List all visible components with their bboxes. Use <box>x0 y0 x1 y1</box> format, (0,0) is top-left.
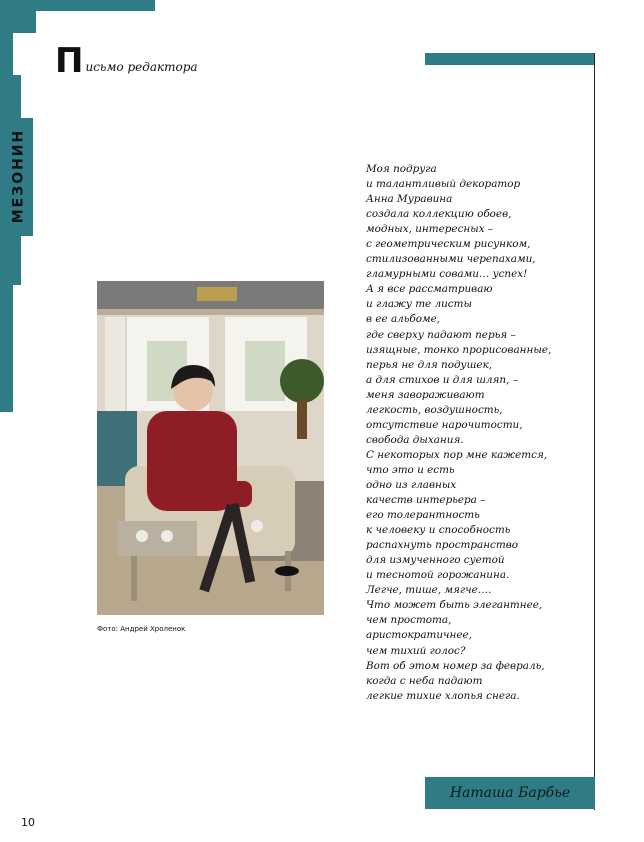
right-rule <box>594 53 595 810</box>
letter-line: качеств интерьера – <box>366 494 486 507</box>
letter-line: и теснотой горожанина. <box>366 569 510 582</box>
letter-line: свобода дыхания. <box>366 433 464 446</box>
letter-line: Анна Муравина <box>366 193 453 206</box>
letter-line: Моя подруга <box>366 163 437 175</box>
signature-box <box>425 777 595 809</box>
letter-line: Что может быть элегантнее, <box>366 599 543 612</box>
letter-line: а для стихов и для шляп, – <box>366 373 518 386</box>
editor-letter-text <box>366 162 586 704</box>
letter-line: А я все рассматриваю <box>366 283 493 296</box>
letter-line: Вот об этом номер за февраль, <box>366 659 545 672</box>
letter-line: его толерантность <box>366 509 480 522</box>
letter-line: одно из главных <box>366 478 457 491</box>
letter-line: Легче, тише, мягче…. <box>366 584 492 597</box>
corner-step <box>0 11 36 33</box>
letter-line: модных, интересных – <box>366 223 494 236</box>
letter-line: распахнуть пространство <box>366 539 519 552</box>
letter-line: изящные, тонко прорисованные, <box>366 343 552 356</box>
letter-line: к человеку и способность <box>366 524 511 537</box>
editor-signature: Наташа Барбье <box>449 785 571 801</box>
letter-line: перья не для подушек, <box>366 358 493 371</box>
magazine-vertical-label <box>4 120 32 232</box>
letter-line: чем простота, <box>366 614 452 627</box>
letter-line: аристократичнее, <box>366 629 472 642</box>
corner-band <box>0 0 155 11</box>
letter-line: когда с неба падают <box>366 674 483 687</box>
letter-line: и талантливый декоратор <box>366 178 521 191</box>
letter-line: где сверху падают перья – <box>366 328 516 341</box>
photo-credit: Фото: Андрей Хроленок <box>97 625 186 633</box>
top-accent-bar <box>425 53 595 65</box>
letter-line: отсутствие нарочитости, <box>366 418 523 431</box>
letter-line: в ее альбоме, <box>366 313 441 326</box>
letter-line: чем тихий голос? <box>366 644 466 657</box>
letter-line: С некоторых пор мне кажется, <box>366 448 548 461</box>
letter-line: для измученного суетой <box>366 554 505 567</box>
letter-line: что это и есть <box>366 463 455 476</box>
editor-photo <box>97 281 324 615</box>
title-initial: П <box>55 41 84 81</box>
letter-line: легкость, воздушность, <box>366 403 503 416</box>
section-title <box>55 41 198 81</box>
letter-line: с геометрическим рисунком, <box>366 238 531 251</box>
letter-line: гламурными совами… успех! <box>366 268 528 281</box>
title-rest: исьмо редактора <box>85 60 198 74</box>
letter-line: меня завораживают <box>366 388 485 401</box>
letter-line: легкие тихие хлопья снега. <box>366 689 520 702</box>
letter-line: создала коллекцию обоев, <box>366 208 512 221</box>
magazine-name: МЕЗОНИН <box>10 128 26 224</box>
letter-line: и глажу те листы <box>366 298 472 311</box>
page-number: 10 <box>21 816 35 829</box>
letter-line: стилизованными черепахами, <box>366 253 536 266</box>
